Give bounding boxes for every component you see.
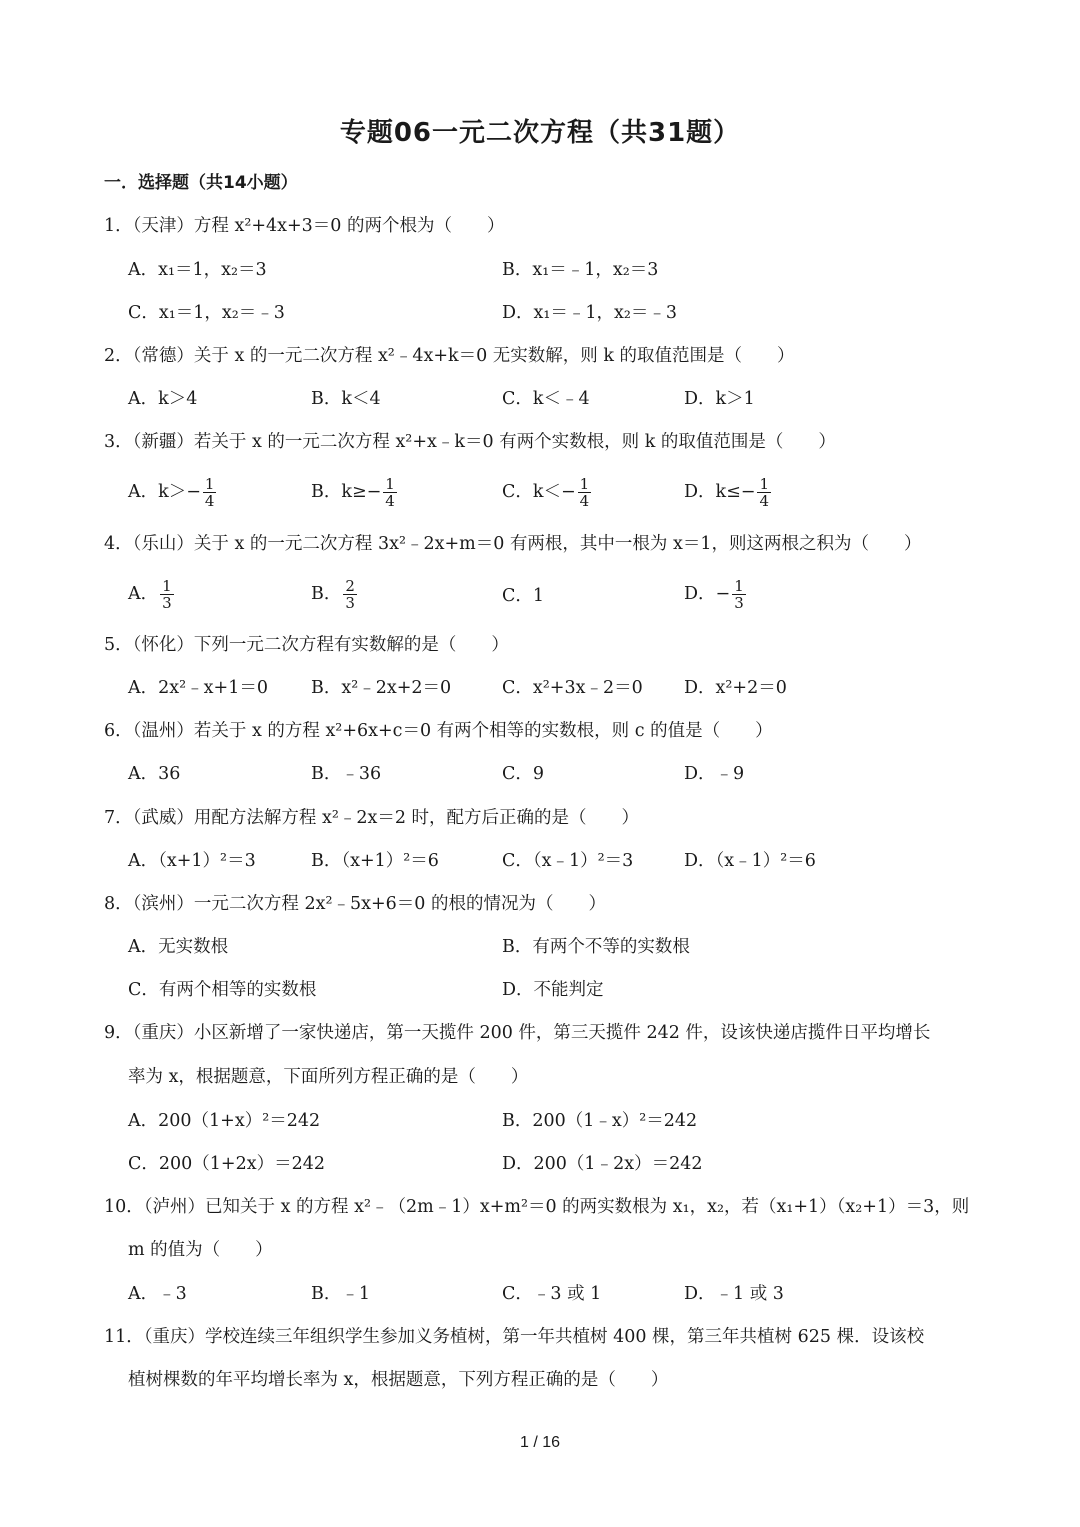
q6-option-b: B．﹣36: [311, 764, 382, 784]
q2-option-b: B．k＜4: [311, 389, 381, 409]
q4-option-c: C．1: [502, 586, 545, 606]
q3-option-a: [128, 476, 216, 509]
q4-option-b: [311, 578, 357, 611]
q2-option-a: A．k＞4: [128, 389, 198, 409]
q4-a-label: A．: [128, 584, 159, 604]
q1-option-c: C．x₁＝1，x₂＝﹣3: [128, 303, 285, 323]
q8-option-d: D．不能判定: [502, 980, 604, 1000]
q10-option-b: B．﹣1: [311, 1284, 370, 1304]
section-heading: 一．选择题（共14小题）: [104, 173, 298, 193]
q8-option-b: B．有两个不等的实数根: [502, 937, 690, 957]
q6-option-d: D．﹣9: [684, 764, 745, 784]
fraction: $\frac{1}{4}$: [579, 475, 590, 510]
fraction: $\frac{2}{3}$: [345, 577, 355, 612]
q10-option-a: A．﹣3: [128, 1284, 187, 1304]
q6-option-c: C．9: [502, 764, 545, 784]
q10-option-d: D．﹣1 或 3: [684, 1284, 784, 1304]
question-4: 4．（乐山）关于 x 的一元二次方程 3x²﹣2x+m＝0 有两根，其中一根为 x＝1，则这两根之积为（ ）: [104, 534, 922, 554]
q7-option-c: C．（x﹣1）²＝3: [502, 851, 634, 871]
q5-option-b: B．x²﹣2x+2＝0: [311, 678, 452, 698]
q3-option-c: [502, 476, 591, 509]
q7-option-a: A．（x+1）²＝3: [128, 851, 256, 871]
question-10-cont: m 的值为（ ）: [128, 1240, 273, 1260]
question-10: 10．（泸州）已知关于 x 的方程 x²﹣（2m﹣1）x+m²＝0 的两实数根为 x₁，x₂，若（x₁+1）（x₂+1）＝3，则: [104, 1197, 970, 1217]
q4-b-label: B．: [311, 584, 342, 604]
q1-option-b: B．x₁＝﹣1，x₂＝3: [502, 260, 659, 280]
question-2: 2．（常德）关于 x 的一元二次方程 x²﹣4x+k＝0 无实数解，则 k 的取值范围是（ ）: [104, 346, 795, 366]
q6-option-a: A．36: [128, 764, 181, 784]
q8-option-c: C．有两个相等的实数根: [128, 980, 317, 1000]
q3-c-label: C．k＜−: [502, 482, 576, 502]
question-9-cont: 率为 x，根据题意，下面所列方程正确的是（ ）: [128, 1067, 529, 1087]
q3-b-label: B．k≥−: [311, 482, 382, 502]
q9-option-c: C．200（1+2x）＝242: [128, 1154, 325, 1174]
page-number: 1 / 16: [519, 1434, 561, 1451]
question-1: 1．（天津）方程 x²+4x+3＝0 的两个根为（ ）: [104, 216, 505, 236]
q1-option-a: A．x₁＝1，x₂＝3: [128, 260, 267, 280]
question-5: 5．（怀化）下列一元二次方程有实数解的是（ ）: [104, 635, 509, 655]
q3-option-b: [311, 476, 397, 509]
fraction: $\frac{1}{3}$: [162, 577, 172, 612]
q4-option-a: [128, 578, 174, 611]
q5-option-d: D．x²+2＝0: [684, 678, 787, 698]
q3-d-label: D．k≤−: [684, 482, 756, 502]
q8-option-a: A．无实数根: [128, 937, 229, 957]
page-title: 专题06一元二次方程（共31题）: [339, 118, 741, 148]
q4-d-label: D．−: [684, 584, 731, 604]
q9-option-d: D．200（1﹣2x）＝242: [502, 1154, 703, 1174]
q2-option-d: D．k＞1: [684, 389, 755, 409]
question-3: 3．（新疆）若关于 x 的一元二次方程 x²+x﹣k＝0 有两个实数根，则 k 的取值范围是（ ）: [104, 432, 836, 452]
q1-option-d: D．x₁＝﹣1，x₂＝﹣3: [502, 303, 678, 323]
question-6: 6．（温州）若关于 x 的方程 x²+6x+c＝0 有两个相等的实数根，则 c 的值是（ ）: [104, 721, 773, 741]
q5-option-c: C．x²+3x﹣2＝0: [502, 678, 643, 698]
q9-option-b: B．200（1﹣x）²＝242: [502, 1111, 698, 1131]
q7-option-b: B．（x+1）²＝6: [311, 851, 439, 871]
q2-option-c: C．k＜﹣4: [502, 389, 590, 409]
q3-option-d: [684, 476, 771, 509]
question-11-cont: 植树棵数的年平均增长率为 x，根据题意，下列方程正确的是（ ）: [128, 1370, 669, 1390]
fraction: $\frac{1}{4}$: [759, 475, 770, 510]
q7-option-d: D．（x﹣1）²＝6: [684, 851, 816, 871]
question-7: 7．（武威）用配方法解方程 x²﹣2x＝2 时，配方后正确的是（ ）: [104, 808, 640, 828]
q5-option-a: A．2x²﹣x+1＝0: [128, 678, 268, 698]
q3-a-label: A．k＞−: [128, 482, 201, 502]
fraction: $\frac{1}{4}$: [385, 475, 395, 510]
fraction: $\frac{1}{3}$: [734, 577, 744, 612]
question-9: 9．（重庆）小区新增了一家快递店，第一天揽件 200 件，第三天揽件 242 件，设该快递店揽件日平均增长: [104, 1023, 931, 1043]
q9-option-a: A．200（1+x）²＝242: [128, 1111, 321, 1131]
question-8: 8．（滨州）一元二次方程 2x²﹣5x+6＝0 的根的情况为（ ）: [104, 894, 606, 914]
q4-option-d: [684, 578, 746, 611]
question-11: 11．（重庆）学校连续三年组织学生参加义务植树，第一年共植树 400 棵，第三年共植树 625 棵．设该校: [104, 1327, 925, 1347]
q10-option-c: C．﹣3 或 1: [502, 1284, 602, 1304]
fraction: $\frac{1}{4}$: [204, 475, 215, 510]
